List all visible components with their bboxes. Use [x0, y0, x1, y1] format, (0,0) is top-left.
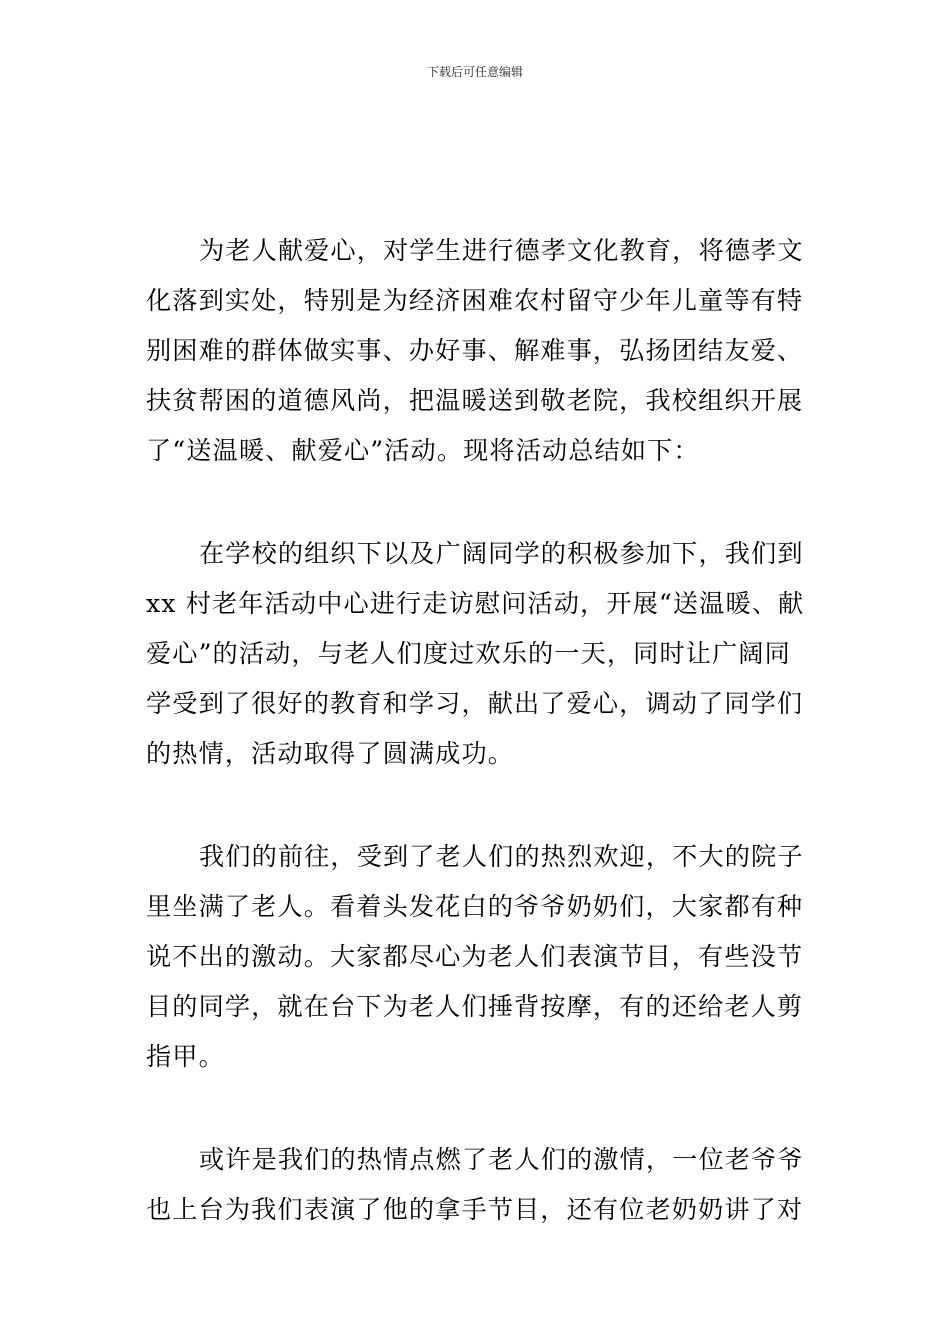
text-line: 爱心”的活动，与老人们度过欢乐的一天，同时让广阔同: [146, 639, 791, 668]
text-line: 或许是我们的热情点燃了老人们的激情，一位老爷爷: [199, 1145, 804, 1174]
text-line: 在学校的组织下以及广阔同学的积极参加下，我们到: [199, 539, 804, 568]
paragraph-3: [146, 832, 808, 1082]
text-line: 说不出的激动。大家都尽心为老人们表演节目，有些没节: [146, 942, 804, 971]
text-line: 指甲。: [146, 1042, 225, 1071]
text-line: 也上台为我们表演了他的拿手节目，还有位老奶奶讲了对: [146, 1195, 804, 1224]
text-line: 扶贫帮困的道德风尚，把温暖送到敬老院，我校组织开展: [146, 386, 804, 415]
text-line: 我们的前往，受到了老人们的热烈欢迎，不大的院子: [199, 842, 804, 871]
text-line: xx 村老年活动中心进行走访慰问活动，开展“送温暖、献: [146, 589, 805, 618]
page-header: 下载后可任意编辑: [426, 65, 523, 79]
text-line: 的热情，活动取得了圆满成功。: [146, 739, 515, 768]
text-line: 化落到实处，特别是为经济困难农村留守少年儿童等有特: [146, 286, 804, 315]
paragraph-2: [146, 529, 808, 779]
paragraph-4: [146, 1135, 808, 1235]
text-line: 别困难的群体做实事、办好事、解难事，弘扬团结友爱、: [146, 336, 804, 365]
text-line: 里坐满了老人。看着头发花白的爷爷奶奶们，大家都有种: [146, 892, 804, 921]
document-body: [146, 226, 808, 1288]
text-line: 了“送温暖、献爱心”活动。现将活动总结如下：: [146, 436, 700, 465]
paragraph-1: [146, 226, 808, 476]
text-line: 学受到了很好的教育和学习，献出了爱心，调动了同学们: [146, 689, 804, 718]
text-line: 目的同学，就在台下为老人们捶背按摩，有的还给老人剪: [146, 992, 804, 1021]
text-line: 为老人献爱心，对学生进行德孝文化教育，将德孝文: [199, 236, 804, 265]
